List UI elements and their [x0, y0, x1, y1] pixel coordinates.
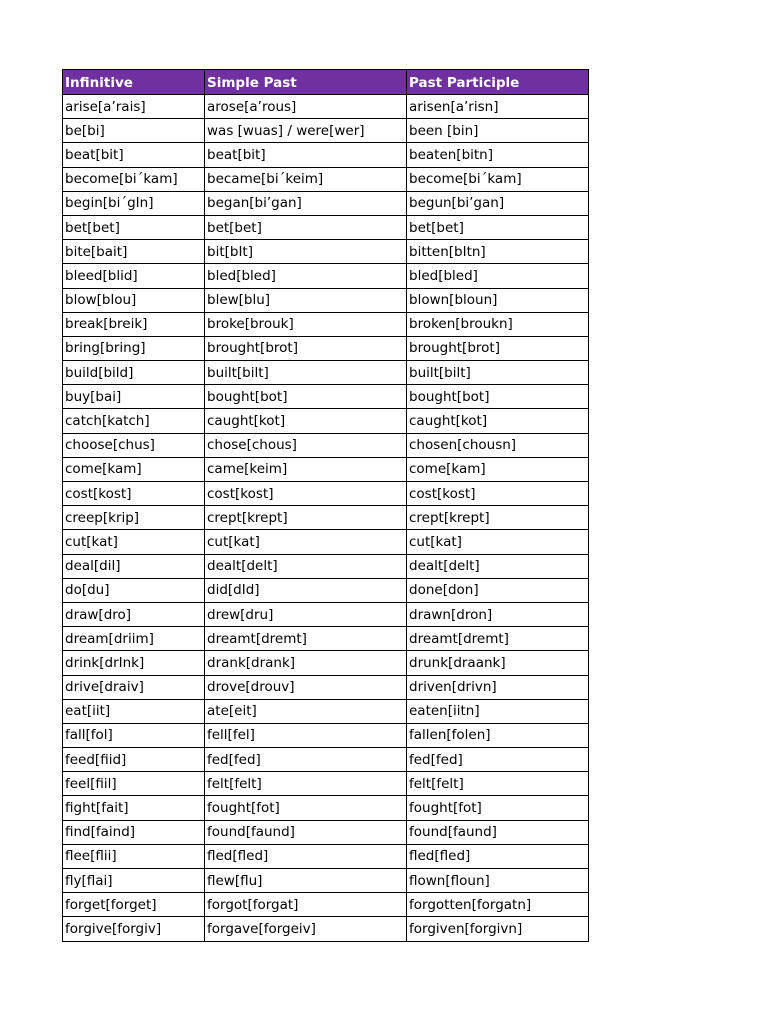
simple-past-cell: was [wuas] / were[wer] — [205, 119, 407, 143]
table-row — [63, 240, 589, 264]
infinitive-cell: build[bild] — [63, 361, 205, 385]
simple-past-cell: flew[flu] — [205, 869, 407, 893]
infinitive-cell: creep[krip] — [63, 506, 205, 530]
infinitive-cell: drive[draiv] — [63, 675, 205, 699]
infinitive-cell: bite[bait] — [63, 240, 205, 264]
simple-past-cell: blew[blu] — [205, 288, 407, 312]
simple-past-cell: became[bi´keim] — [205, 167, 407, 191]
infinitive-cell: fight[fait] — [63, 796, 205, 820]
past-participle-cell: dreamt[dremt] — [407, 627, 589, 651]
table-row — [63, 772, 589, 796]
infinitive-cell: break[breik] — [63, 312, 205, 336]
simple-past-cell: fought[fot] — [205, 796, 407, 820]
simple-past-cell: bled[bled] — [205, 264, 407, 288]
simple-past-cell: arose[a’rous] — [205, 95, 407, 119]
table-row — [63, 457, 589, 481]
past-participle-cell: fallen[folen] — [407, 723, 589, 747]
simple-past-cell: forgave[forgeiv] — [205, 917, 407, 941]
simple-past-cell: built[bilt] — [205, 361, 407, 385]
table-row — [63, 482, 589, 506]
past-participle-cell: cost[kost] — [407, 482, 589, 506]
simple-past-cell: bought[bot] — [205, 385, 407, 409]
infinitive-cell: be[bi] — [63, 119, 205, 143]
infinitive-cell: eat[iit] — [63, 699, 205, 723]
simple-past-cell: ate[eit] — [205, 699, 407, 723]
past-participle-cell: fought[fot] — [407, 796, 589, 820]
simple-past-cell: brought[brot] — [205, 336, 407, 360]
infinitive-cell: flee[flii] — [63, 844, 205, 868]
table-row — [63, 917, 589, 941]
table-row — [63, 506, 589, 530]
table-row — [63, 409, 589, 433]
infinitive-cell: do[du] — [63, 578, 205, 602]
infinitive-cell: begin[bi´gIn] — [63, 191, 205, 215]
infinitive-cell: choose[chus] — [63, 433, 205, 457]
simple-past-cell: beat[bit] — [205, 143, 407, 167]
table-row — [63, 191, 589, 215]
past-participle-cell: chosen[chousn] — [407, 433, 589, 457]
past-participle-cell: become[bi´kam] — [407, 167, 589, 191]
infinitive-cell: buy[bai] — [63, 385, 205, 409]
past-participle-cell: drunk[draank] — [407, 651, 589, 675]
table-row — [63, 820, 589, 844]
simple-past-cell: caught[kot] — [205, 409, 407, 433]
infinitive-cell: bring[bring] — [63, 336, 205, 360]
header-infinitive: Infinitive — [63, 70, 205, 95]
infinitive-cell: forget[forget] — [63, 893, 205, 917]
infinitive-cell: drink[drInk] — [63, 651, 205, 675]
infinitive-cell: deal[dil] — [63, 554, 205, 578]
past-participle-cell: broken[broukn] — [407, 312, 589, 336]
infinitive-cell: feel[fiil] — [63, 772, 205, 796]
infinitive-cell: dream[driim] — [63, 627, 205, 651]
table-row — [63, 167, 589, 191]
table-row — [63, 602, 589, 626]
past-participle-cell: beaten[bitn] — [407, 143, 589, 167]
simple-past-cell: drove[drouv] — [205, 675, 407, 699]
simple-past-cell: felt[felt] — [205, 772, 407, 796]
simple-past-cell: began[bi’gan] — [205, 191, 407, 215]
table-row — [63, 433, 589, 457]
table-row — [63, 215, 589, 239]
simple-past-cell: chose[chous] — [205, 433, 407, 457]
header-row — [63, 70, 589, 95]
past-participle-cell: bought[bot] — [407, 385, 589, 409]
simple-past-cell: fed[fed] — [205, 748, 407, 772]
infinitive-cell: cost[kost] — [63, 482, 205, 506]
simple-past-cell: dreamt[dremt] — [205, 627, 407, 651]
past-participle-cell: begun[bi’gan] — [407, 191, 589, 215]
past-participle-cell: fled[fled] — [407, 844, 589, 868]
past-participle-cell: been [bin] — [407, 119, 589, 143]
past-participle-cell: caught[kot] — [407, 409, 589, 433]
past-participle-cell: drawn[dron] — [407, 602, 589, 626]
infinitive-cell: draw[dro] — [63, 602, 205, 626]
irregular-verbs-table — [62, 69, 589, 942]
infinitive-cell: bleed[blid] — [63, 264, 205, 288]
table-row — [63, 361, 589, 385]
past-participle-cell: arisen[a’risn] — [407, 95, 589, 119]
past-participle-cell: forgotten[forgatn] — [407, 893, 589, 917]
infinitive-cell: fly[flai] — [63, 869, 205, 893]
infinitive-cell: beat[bit] — [63, 143, 205, 167]
table-row — [63, 119, 589, 143]
past-participle-cell: flown[floun] — [407, 869, 589, 893]
simple-past-cell: cost[kost] — [205, 482, 407, 506]
simple-past-cell: fled[fled] — [205, 844, 407, 868]
simple-past-cell: crept[krept] — [205, 506, 407, 530]
simple-past-cell: fell[fel] — [205, 723, 407, 747]
past-participle-cell: cut[kat] — [407, 530, 589, 554]
infinitive-cell: forgive[forgiv] — [63, 917, 205, 941]
infinitive-cell: cut[kat] — [63, 530, 205, 554]
header-past-participle: Past Participle — [407, 70, 589, 95]
simple-past-cell: found[faund] — [205, 820, 407, 844]
simple-past-cell: did[dId] — [205, 578, 407, 602]
past-participle-cell: built[bilt] — [407, 361, 589, 385]
past-participle-cell: dealt[delt] — [407, 554, 589, 578]
table-row — [63, 530, 589, 554]
table-row — [63, 675, 589, 699]
table-row — [63, 844, 589, 868]
past-participle-cell: come[kam] — [407, 457, 589, 481]
infinitive-cell: come[kam] — [63, 457, 205, 481]
simple-past-cell: cut[kat] — [205, 530, 407, 554]
table-row — [63, 336, 589, 360]
table-row — [63, 143, 589, 167]
past-participle-cell: found[faund] — [407, 820, 589, 844]
past-participle-cell: bled[bled] — [407, 264, 589, 288]
table-row — [63, 869, 589, 893]
past-participle-cell: driven[drivn] — [407, 675, 589, 699]
past-participle-cell: bitten[bItn] — [407, 240, 589, 264]
past-participle-cell: fed[fed] — [407, 748, 589, 772]
table-row — [63, 95, 589, 119]
table-row — [63, 723, 589, 747]
simple-past-cell: dealt[delt] — [205, 554, 407, 578]
past-participle-cell: bet[bet] — [407, 215, 589, 239]
infinitive-cell: catch[katch] — [63, 409, 205, 433]
simple-past-cell: drank[drank] — [205, 651, 407, 675]
infinitive-cell: bet[bet] — [63, 215, 205, 239]
past-participle-cell: done[don] — [407, 578, 589, 602]
past-participle-cell: forgiven[forgivn] — [407, 917, 589, 941]
header-simple-past: Simple Past — [205, 70, 407, 95]
infinitive-cell: find[faind] — [63, 820, 205, 844]
simple-past-cell: broke[brouk] — [205, 312, 407, 336]
table-row — [63, 748, 589, 772]
table-row — [63, 554, 589, 578]
table-row — [63, 893, 589, 917]
simple-past-cell: bet[bet] — [205, 215, 407, 239]
infinitive-cell: arise[a’rais] — [63, 95, 205, 119]
table-row — [63, 264, 589, 288]
infinitive-cell: feed[fiid] — [63, 748, 205, 772]
past-participle-cell: crept[krept] — [407, 506, 589, 530]
table-row — [63, 796, 589, 820]
table-header — [63, 70, 589, 95]
infinitive-cell: blow[blou] — [63, 288, 205, 312]
table-row — [63, 578, 589, 602]
past-participle-cell: brought[brot] — [407, 336, 589, 360]
past-participle-cell: felt[felt] — [407, 772, 589, 796]
past-participle-cell: blown[bloun] — [407, 288, 589, 312]
table-row — [63, 627, 589, 651]
table-row — [63, 651, 589, 675]
table-row — [63, 312, 589, 336]
simple-past-cell: drew[dru] — [205, 602, 407, 626]
simple-past-cell: forgot[forgat] — [205, 893, 407, 917]
infinitive-cell: become[bi´kam] — [63, 167, 205, 191]
simple-past-cell: came[keim] — [205, 457, 407, 481]
table-body — [63, 95, 589, 942]
infinitive-cell: fall[fol] — [63, 723, 205, 747]
table-row — [63, 385, 589, 409]
table-row — [63, 699, 589, 723]
past-participle-cell: eaten[iitn] — [407, 699, 589, 723]
table-row — [63, 288, 589, 312]
simple-past-cell: bit[bIt] — [205, 240, 407, 264]
